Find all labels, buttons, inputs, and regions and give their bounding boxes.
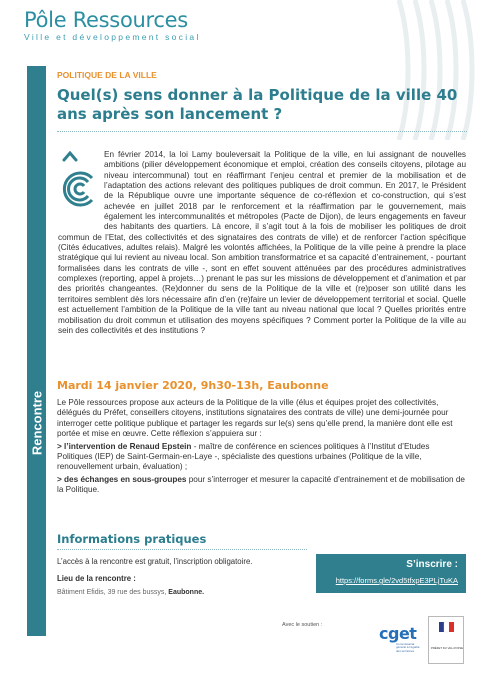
logo-title: Pôle Ressources: [24, 8, 188, 32]
item-2-text: pour s’interroger et mesurer la capacité d’entrainement et de mobilisation de la Politique.: [57, 474, 465, 495]
info-title: Informations pratiques: [57, 532, 207, 546]
prefet-text: PRÉFET DU VAL-D’OISE: [431, 646, 463, 650]
place-label: Lieu de la rencontre :: [57, 574, 136, 583]
inscription-box: [316, 554, 466, 593]
cget-subtitle: Commissariat général à l’égalité des territoires: [396, 642, 420, 653]
info-divider: [57, 549, 307, 550]
event-description: [57, 398, 466, 498]
inscription-link[interactable]: https://forms.gle/2vd5tfxpE3PLjTuKA: [335, 576, 458, 585]
marianne-icon: [429, 617, 465, 647]
intro-paragraph: [58, 150, 466, 336]
logo: [24, 9, 201, 42]
access-info: L’accès à la rencontre est gratuit, l’inscription obligatoire.: [57, 557, 253, 566]
address-text: Bâtiment Efidis, 39 rue des bussys,: [57, 589, 169, 596]
sidebar-band: [27, 66, 46, 636]
prefet-logo: [428, 616, 464, 664]
intro-text: En février 2014, la loi Lamy bouleversait la Politique de la ville, en lui assignant de nouvelles ambitions (pilier développement économique et emploi, création des conseils citoyens, pilotage au niveau intercommunal) tout en réaffirmant l’enjeu central et premier de la mobilisation et de l’adaptation des actions relevant des politiques publiques de droit commun. En 2017, le Président de la République ouvre une importante séquence de co-réflexion et co-construction, qui s’est achevée en juillet 2018 par le renforcement et la réaffirmation par le gouvernement, mais également les intercommunalités et métropoles (Pacte de Dijon), de leurs engagements en faveur des habitants des quartiers. Là encore, il s’agit tout à la fois de mobiliser les politiques de droit commun de l’Etat, des collectivités et des signataires des contrats de ville) et de renforcer l’action spécifique (Cités éducatives, adultes relais). Malgré les volontés affichées, la Politique de la ville peine à prendre la place stratégique qui lui revient au niveau local. Son ambition transformatrice et sa capacité d’entrainement, - pourtant formalisées dans les contrats de ville -, sont en effet souvent atténuées par des procédures administratives complexes (reporting, appel à projets…) prenant le pas sur les missions de développement et d’animation et par des priorités changeantes. (Re)donner du sens de la Politique de la ville et (re)poser son utilité dans les territoires semblent dès lors nécessaire afin d’en (re)faire un levier de développement territorial et social. Quelle est actuellement l’ambition de la Politique de la ville tant au niveau national que local ? Quelles priorités entre mobilisation du droit commun et utilisation des moyens spécifiques ? Comment porter la Politique de la ville au sein des collectivités et des institutions ?: [58, 150, 466, 335]
description-paragraph: Le Pôle ressources propose aux acteurs de la Politique de la ville (élus et équipes projet des collectivités, délégués du Préfet, conseillers citoyens, institutions signataires des contrats de ville) une demi-journée pour interroger cette politique publique et partager les regards sur le(s) sens qu’elle prend, la manière dont elle est portée et mise en œuvre. Cette réflexion s’appuiera sur :: [57, 398, 453, 439]
cget-logo: cget: [379, 624, 417, 643]
sidebar-label: [27, 378, 46, 468]
event-date: Mardi 14 janvier 2020, 9h30-13h, Eaubonne: [57, 379, 329, 392]
description-item-1: [57, 442, 466, 473]
logo-subtitle: Ville et développement social: [24, 32, 201, 42]
sponsor-label: Avec le soutien :: [282, 622, 323, 628]
title-divider: [57, 131, 467, 132]
place-address: [57, 589, 204, 596]
item-2-heading: > des échanges en sous-groupes: [57, 474, 187, 484]
page-title: Quel(s) sens donner à la Politique de la ville 40 ans après son lancement ?: [57, 86, 458, 123]
sidebar-label-text: Rencontre: [29, 390, 44, 456]
item-1-heading: > l’intervention de Renaud Epstein: [57, 441, 192, 451]
description-item-2: [57, 475, 466, 496]
address-city: Eaubonne.: [168, 589, 205, 596]
category-label: POLITIQUE DE LA VILLE: [57, 70, 157, 80]
item-1-text: - maître de conférence en sciences politiques à l’Institut d’Etudes Politiques (IEP) de Saint-Germain-en-Laye -, spécialiste des questions urbaines (Politique de la ville, renouvellement urbain, évaluation) ;: [57, 441, 430, 472]
inscription-title: S’inscrire :: [406, 559, 458, 570]
